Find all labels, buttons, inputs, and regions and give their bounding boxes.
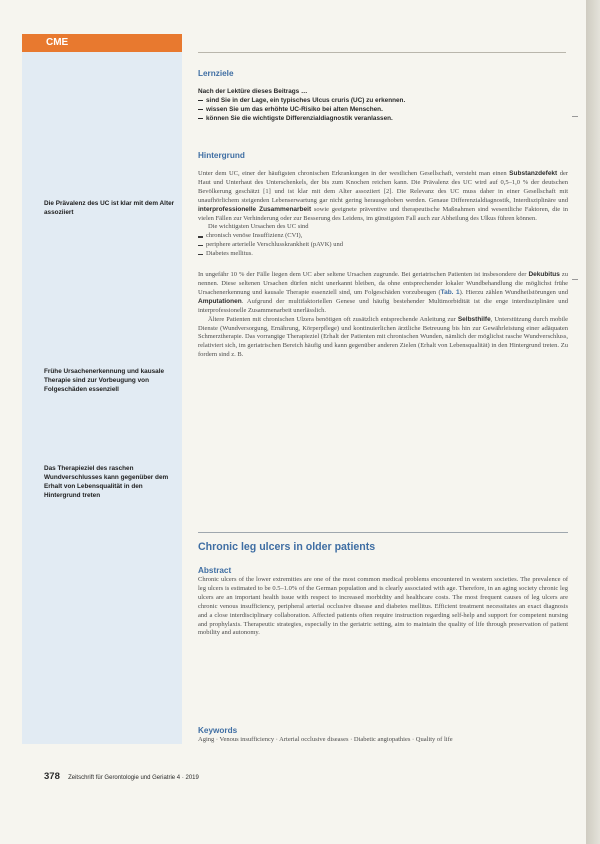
background-paragraph-3: Ältere Patienten mit chronischen Ulzera benötigen oft zusätzlich entsprechende Anleitung zur Selbsthilfe, Unterstützung durch mobile Dienste (Wundversorgung, Ernährung, Körperpflege) und kontinuierlichen ärztliche Betreuung bis hin zur Gewährleistung einer adäquaten Schmerztherapie. Das vorrangige Therapieziel (Erhalt der Patienten mit chronischen Wunden, nämlich der möglichst rasche Wundverschluss, relativiert sich, im geriatrischen Bereich häufig und kann gegenüber anderen Zielen (Erhalt von Lebensqualität) in den Hintergrund treten. Zu fordern sind z. B. bbox=[198, 315, 568, 359]
cause-item: chronisch venöse Insuffizienz (CVI), bbox=[198, 232, 568, 241]
background-paragraph-1: Unter dem UC, einer der häufigsten chronischen Erkrankungen in der westlichen Gesellschaft, versteht man einen Substanzdefekt der Haut und Unterhaut des Unterschenkels, der bis zum Knochen reichen kann. Die Prävalenz des UC wird auf 0,5–1,0 % der deutschen Bevölkerung geschätzt [1] und ist klar mit dem Alter assoziiert [2]. Die Relevanz des UC muss daher in einer Gesellschaft mit unaufhörlichem steigenden Lebenserwartung gar nicht gering herausgehoben werden. Genaue Differenzialdiagnostik, Interdisziplinäre und interprofessionelle Zusammenarbeit sowie geeignete präventive und therapeutische Maßnahmen sind wesentliche Faktoren, die in vielen Fällen zur Verhinderung oder zur Besserung des Leidens, im günstigsten Fall auch zur Abheilung des Ulkus führen können. bbox=[198, 170, 568, 222]
top-rule bbox=[198, 52, 566, 53]
margin-note-therapy-goal: Das Therapieziel des raschen Wundverschlusses kann gegenüber dem Erhalt von Lebensqualität in den Hintergrund treten bbox=[44, 465, 169, 499]
keywords-text: Aging · Venous insufficiency · Arterial occlusive diseases · Diabetic angiopathies · Quality of life bbox=[198, 736, 453, 743]
margin-note-early-diagnosis: Frühe Ursachenerkennung und kausale Therapie sind zur Vorbeugung von Folgeschäden essenziell bbox=[44, 368, 165, 393]
learning-objectives-list bbox=[198, 96, 568, 123]
objective-item: sind Sie in der Lage, ein typisches Ulcus cruris (UC) zu erkennen. bbox=[198, 96, 568, 105]
abstract-section bbox=[198, 565, 568, 638]
margin-note-prevalence: Die Prävalenz des UC ist klar mit dem Alter assoziiert bbox=[44, 200, 175, 216]
learning-objectives-section bbox=[198, 68, 568, 123]
cme-badge: CME bbox=[22, 34, 182, 52]
cause-item: Diabetes mellitus. bbox=[198, 250, 568, 259]
scan-mark bbox=[572, 116, 578, 117]
scan-mark bbox=[572, 279, 578, 280]
keywords-heading: Keywords bbox=[198, 726, 238, 735]
journal-name: Zeitschrift für Gerontologie und Geriatrie 4 · 2019 bbox=[68, 775, 199, 781]
objective-item: wissen Sie um das erhöhte UC-Risiko bei alten Menschen. bbox=[198, 105, 568, 114]
causes-lead: Die wichtigsten Ursachen des UC sind bbox=[208, 223, 309, 231]
page-edge-shadow bbox=[586, 0, 600, 844]
table-reference-link: Tab. 1 bbox=[440, 288, 460, 296]
background-section bbox=[198, 150, 568, 360]
keywords-section bbox=[198, 725, 568, 745]
section-divider bbox=[198, 532, 568, 533]
abstract-text: Chronic ulcers of the lower extremities are one of the most common medical problems encountered in western societies. The prevalence of leg ulcers is estimated to be 0.5–1.0% of the German population and is clearly associated with age. Therefore, in an aging society chronic leg ulcers are an important health issue with respect to increased morbidity and healthcare costs. The most frequent causes of leg ulcers are chronic venous insufficiency, peripheral arterial occlusive disease and diabetes mellitus. Efficient treatment necessitates an exact diagnosis and a close interdisciplinary collaboration. Affected patients often require instruction regarding self-help and support for competent nursing and prophylaxis. Therapeutic strategies, especially in the geriatric setting, aim to maintain the quality of life through preservation of patient mobility and autonomy. bbox=[198, 576, 568, 637]
learning-objectives-heading: Lernziele bbox=[198, 69, 234, 78]
background-heading: Hintergrund bbox=[198, 151, 245, 160]
causes-list bbox=[198, 232, 568, 259]
page-footer bbox=[44, 771, 199, 782]
abstract-heading: Abstract bbox=[198, 566, 232, 575]
cause-item: periphere arterielle Verschlusskrankheit (pAVK) und bbox=[198, 241, 568, 250]
learning-objectives-lead: Nach der Lektüre dieses Beitrags … bbox=[198, 88, 308, 95]
objective-item: können Sie die wichtigste Differenzialdiagnostik veranlassen. bbox=[198, 114, 568, 123]
page-number: 378 bbox=[44, 771, 60, 782]
english-title: Chronic leg ulcers in older patients bbox=[198, 541, 376, 553]
background-paragraph-2: In ungefähr 10 % der Fälle liegen dem UC aber seltene Ursachen zugrunde. Bei geriatrischen Patienten ist insbesondere der Dekubitus zu nennen. Diese seltenen Ursachen dürfen nicht unerkannt bleiben, da ohne entsprechender lokaler Wundbehandlung die möglichst frühe Ursachenerkennung und kausale Therapie essenziell sind, um Folgeschäden vorzubeugen (Tab. 1). Hierzu zählen Wundheilstörungen und Amputationen. Aufgrund der multifaktoriellen Genese und häufig bestehender Multimorbidität ist die enge interdisziplinäre und interprofessionelle Zusammenarbeit unerlässlich. bbox=[198, 271, 568, 314]
margin-sidebar bbox=[22, 50, 182, 744]
